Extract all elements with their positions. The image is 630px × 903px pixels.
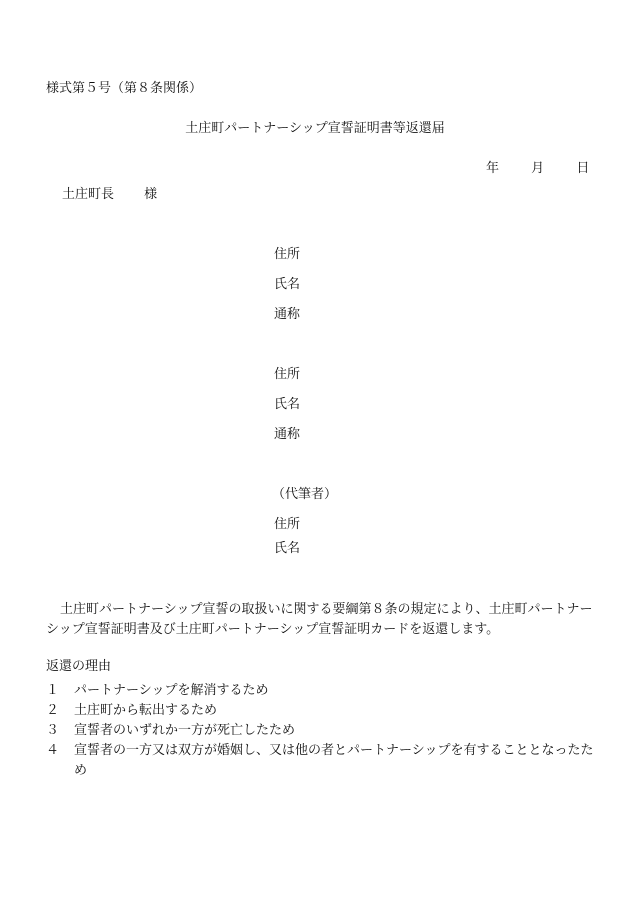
reason-text: パートナーシップを解消するため: [74, 683, 269, 698]
reasons-heading: 返還の理由: [46, 659, 112, 674]
proxy-name-label: 氏名: [274, 541, 301, 556]
form-number: 様式第５号（第８条関係）: [46, 81, 203, 96]
applicant-2-address-label: 住所: [274, 367, 301, 382]
notice-paragraph: 土庄町パートナーシップ宣誓の取扱いに関する要綱第８条の規定により、土庄町パートナーシップ宣誓証明書及び土庄町パートナーシップ宣誓証明カードを返還します。: [46, 602, 593, 637]
date-year-label: 年: [486, 161, 500, 176]
date-day-label: 日: [576, 161, 590, 176]
reason-text: 宣誓者の一方又は双方が婚姻し、又は他の者とパートナーシップを有することとなったため: [74, 743, 594, 778]
reason-number: ３: [46, 723, 60, 738]
document-title: 土庄町パートナーシップ宣誓証明書等返還届: [185, 121, 445, 136]
reason-number: ４: [46, 743, 60, 758]
addressee-honorific: 様: [144, 187, 158, 202]
reason-text: 宣誓者のいずれか一方が死亡したため: [74, 723, 296, 738]
reason-item: [46, 701, 598, 721]
applicant-2-name-label: 氏名: [274, 397, 301, 412]
addressee: [62, 188, 157, 201]
proxy-address-label: 住所: [274, 517, 301, 532]
reason-item: [46, 721, 598, 741]
applicant-1-alias-label: 通称: [274, 307, 301, 322]
reason-text: 土庄町から転出するため: [74, 703, 218, 718]
reason-number: ２: [46, 703, 60, 718]
applicant-2-alias-label: 通称: [274, 427, 301, 442]
reason-item: [46, 681, 598, 701]
applicant-1-name-label: 氏名: [274, 277, 301, 292]
proxy-heading: （代筆者）: [272, 487, 338, 502]
applicant-1-address-label: 住所: [274, 247, 301, 262]
date-month-label: 月: [531, 161, 545, 176]
reason-item: [46, 741, 598, 781]
reason-number: １: [46, 683, 60, 698]
date-line: [486, 162, 589, 175]
addressee-name: 土庄町長: [62, 187, 115, 202]
